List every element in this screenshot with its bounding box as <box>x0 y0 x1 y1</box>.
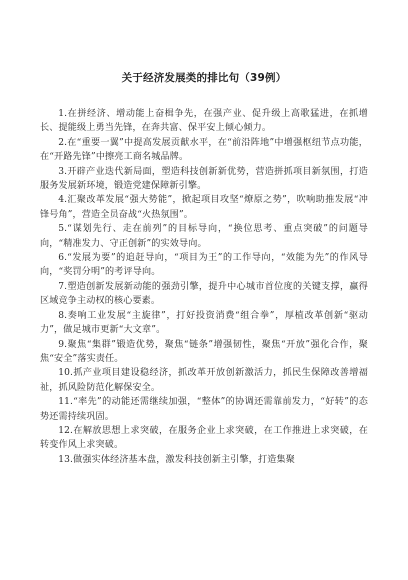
paragraph-9: 9.聚焦“集群”锻造优势，聚焦“链条”增强韧性，聚焦“开放”强化合作，聚焦“安全”落实责任。 <box>40 339 368 364</box>
paragraph-8: 8.奏响工业发展“主旋律”，打好投资消费“组合拳”，厚植改革创新“驱动力”，做足城市更新“大文章”。 <box>40 310 368 336</box>
paragraph-11: 11.“率先”的动能还需继续加强，“整体”的协调还需靠前发力，“好转”的态势还需持续巩固。 <box>40 397 368 422</box>
paragraph-7: 7.塑造创新发展新动能的强劲引擎，提升中心城市首位度的关键支撑，赢得区域竞争主动权的核心要素。 <box>40 281 368 307</box>
paragraph-6: 6.“发展为要”的追赶导向，“项目为王”的工作导向，“效能为先”的作风导向，“奖罚分明”的考评导向。 <box>40 253 368 278</box>
paragraph-12: 12.在解放思想上求突破，在服务企业上求突破，在工作推进上求突破，在转变作风上求突破。 <box>40 425 368 451</box>
paragraph-5: 5.“谋划先行、走在前列”的目标导向，“换位思考、重点突破”的问题导向，“精准发力、守正创新”的实效导向。 <box>40 224 368 249</box>
paragraph-3: 3.开辟产业迭代新局面，塑造科技创新新优势，营造拼抓项目新氛围，打造服务发展新环境，锻造党建保障新引擎。 <box>40 166 368 192</box>
paragraph-13: 13.做强实体经济基本盘，激发科技创新主引擎，打造集聚 <box>58 454 295 465</box>
paragraph-10: 10.抓产业项目建设稳经济，抓改革开放创新激活力，抓民生保障改善增福祉，抓风险防范化解保安全。 <box>40 368 368 393</box>
document-title: 关于经济发展类的排比句（39例） <box>121 72 287 84</box>
paragraph-2: 2.在“重要一翼”中提高发展贡献水平，在“前沿阵地”中增强枢纽节点功能，在“开路先锋”中擦亮工商名城品牌。 <box>40 137 368 163</box>
paragraph-1: 1.在拼经济、增动能上奋楫争先，在强产业、促升级上高歌猛进，在抓增长、提能级上勇当先锋，在奔共富、保平安上倾心倾力。 <box>40 109 368 134</box>
paragraph-4: 4.汇聚改革发展“强大势能”，掀起项目攻坚“燎原之势”，吹响助推发展“冲锋号角”，营造全员奋战“火热氛围”。 <box>40 195 368 220</box>
